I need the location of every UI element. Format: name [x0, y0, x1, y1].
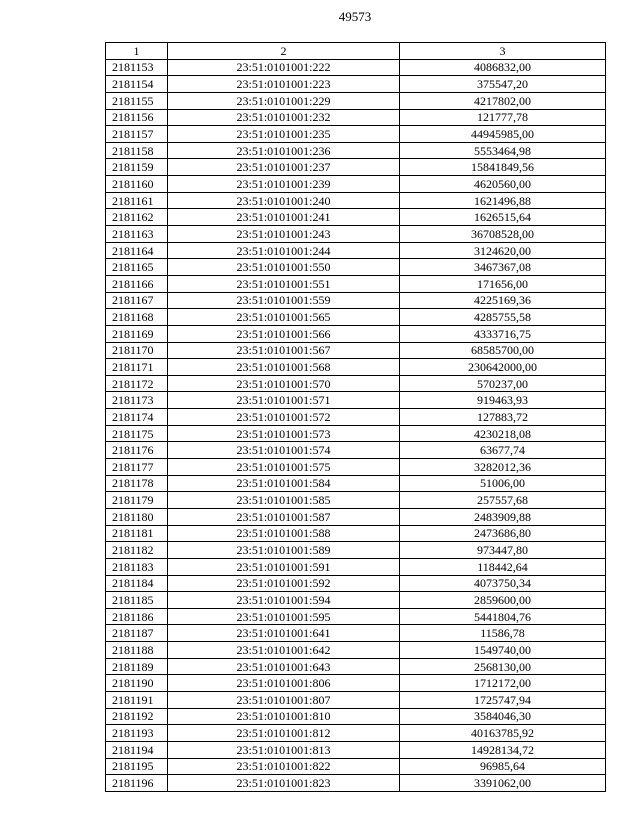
value-cell: 3282012,36: [400, 459, 606, 476]
table-row: [106, 342, 606, 359]
row-number-cell: 2181163: [106, 226, 168, 243]
cadastral-number-cell: 23:51:0101001:572: [168, 409, 400, 426]
row-number-cell: 2181169: [106, 325, 168, 342]
value-cell: 15841849,56: [400, 159, 606, 176]
value-cell: 40163785,92: [400, 725, 606, 742]
header-row: [106, 43, 606, 60]
row-number-cell: 2181176: [106, 442, 168, 459]
table-row: [106, 142, 606, 159]
table-row: [106, 708, 606, 725]
value-cell: 3467367,08: [400, 259, 606, 276]
cadastral-number-cell: 23:51:0101001:573: [168, 425, 400, 442]
table-row: [106, 475, 606, 492]
table-row: [106, 109, 606, 126]
cadastral-number-cell: 23:51:0101001:567: [168, 342, 400, 359]
row-number-cell: 2181175: [106, 425, 168, 442]
value-cell: 4073750,34: [400, 575, 606, 592]
row-number-cell: 2181162: [106, 209, 168, 226]
cadastral-number-cell: 23:51:0101001:642: [168, 642, 400, 659]
table-row: [106, 226, 606, 243]
row-number-cell: 2181181: [106, 525, 168, 542]
value-cell: 4086832,00: [400, 59, 606, 76]
value-cell: 63677,74: [400, 442, 606, 459]
table-row: [106, 459, 606, 476]
table-row: [106, 725, 606, 742]
value-cell: 51006,00: [400, 475, 606, 492]
cadastral-number-cell: 23:51:0101001:588: [168, 525, 400, 542]
table-row: [106, 425, 606, 442]
value-cell: 1626515,64: [400, 209, 606, 226]
cadastral-number-cell: 23:51:0101001:236: [168, 142, 400, 159]
table-row: [106, 59, 606, 76]
value-cell: 973447,80: [400, 542, 606, 559]
cadastral-number-cell: 23:51:0101001:237: [168, 159, 400, 176]
cadastral-number-cell: 23:51:0101001:229: [168, 92, 400, 109]
cadastral-number-cell: 23:51:0101001:806: [168, 675, 400, 692]
cadastral-number-cell: 23:51:0101001:232: [168, 109, 400, 126]
row-number-cell: 2181153: [106, 59, 168, 76]
value-cell: 121777,78: [400, 109, 606, 126]
row-number-cell: 2181159: [106, 159, 168, 176]
cadastral-number-cell: 23:51:0101001:239: [168, 176, 400, 193]
table-row: [106, 675, 606, 692]
cadastral-number-cell: 23:51:0101001:570: [168, 375, 400, 392]
row-number-cell: 2181155: [106, 92, 168, 109]
value-cell: 4230218,08: [400, 425, 606, 442]
cadastral-number-cell: 23:51:0101001:571: [168, 392, 400, 409]
table-row: [106, 76, 606, 93]
table-row: [106, 275, 606, 292]
cadastral-number-cell: 23:51:0101001:235: [168, 126, 400, 143]
row-number-cell: 2181188: [106, 642, 168, 659]
value-cell: 14928134,72: [400, 741, 606, 758]
row-number-cell: 2181174: [106, 409, 168, 426]
value-cell: 1549740,00: [400, 642, 606, 659]
cadastral-number-cell: 23:51:0101001:550: [168, 259, 400, 276]
row-number-cell: 2181173: [106, 392, 168, 409]
cadastral-number-cell: 23:51:0101001:641: [168, 625, 400, 642]
cadastral-number-cell: 23:51:0101001:589: [168, 542, 400, 559]
row-number-cell: 2181164: [106, 242, 168, 259]
row-number-cell: 2181160: [106, 176, 168, 193]
registry-table: [105, 42, 606, 792]
cadastral-number-cell: 23:51:0101001:551: [168, 275, 400, 292]
value-cell: 257557,68: [400, 492, 606, 509]
value-cell: 2568130,00: [400, 658, 606, 675]
value-cell: 36708528,00: [400, 226, 606, 243]
row-number-cell: 2181171: [106, 359, 168, 376]
row-number-cell: 2181195: [106, 758, 168, 775]
table-row: [106, 309, 606, 326]
table-row: [106, 642, 606, 659]
cadastral-number-cell: 23:51:0101001:587: [168, 508, 400, 525]
value-cell: 4620560,00: [400, 176, 606, 193]
table-row: [106, 575, 606, 592]
value-cell: 1621496,88: [400, 192, 606, 209]
table-row: [106, 775, 606, 792]
cadastral-number-cell: 23:51:0101001:595: [168, 608, 400, 625]
table-row: [106, 375, 606, 392]
table-row: [106, 409, 606, 426]
value-cell: 4225169,36: [400, 292, 606, 309]
row-number-cell: 2181166: [106, 275, 168, 292]
row-number-cell: 2181183: [106, 558, 168, 575]
value-cell: 2859600,00: [400, 592, 606, 609]
value-cell: 127883,72: [400, 409, 606, 426]
table-row: [106, 525, 606, 542]
registry-table-body: [106, 43, 606, 792]
column-header-1: 1: [106, 43, 168, 60]
value-cell: 230642000,00: [400, 359, 606, 376]
cadastral-number-cell: 23:51:0101001:565: [168, 309, 400, 326]
cadastral-number-cell: 23:51:0101001:810: [168, 708, 400, 725]
value-cell: 2473686,80: [400, 525, 606, 542]
value-cell: 5441804,76: [400, 608, 606, 625]
cadastral-number-cell: 23:51:0101001:568: [168, 359, 400, 376]
value-cell: 44945985,00: [400, 126, 606, 143]
row-number-cell: 2181184: [106, 575, 168, 592]
row-number-cell: 2181180: [106, 508, 168, 525]
cadastral-number-cell: 23:51:0101001:559: [168, 292, 400, 309]
table-row: [106, 592, 606, 609]
table-row: [106, 126, 606, 143]
table-row: [106, 242, 606, 259]
table-row: [106, 325, 606, 342]
value-cell: 118442,64: [400, 558, 606, 575]
cadastral-number-cell: 23:51:0101001:223: [168, 76, 400, 93]
table-row: [106, 192, 606, 209]
value-cell: 375547,20: [400, 76, 606, 93]
cadastral-number-cell: 23:51:0101001:822: [168, 758, 400, 775]
table-row: [106, 159, 606, 176]
row-number-cell: 2181186: [106, 608, 168, 625]
row-number-cell: 2181196: [106, 775, 168, 792]
row-number-cell: 2181187: [106, 625, 168, 642]
value-cell: 96985,64: [400, 758, 606, 775]
row-number-cell: 2181168: [106, 309, 168, 326]
cadastral-number-cell: 23:51:0101001:574: [168, 442, 400, 459]
row-number-cell: 2181193: [106, 725, 168, 742]
value-cell: 2483909,88: [400, 508, 606, 525]
column-header-3: 3: [400, 43, 606, 60]
value-cell: 11586,78: [400, 625, 606, 642]
row-number-cell: 2181185: [106, 592, 168, 609]
table-row: [106, 608, 606, 625]
row-number-cell: 2181190: [106, 675, 168, 692]
cadastral-number-cell: 23:51:0101001:591: [168, 558, 400, 575]
table-row: [106, 292, 606, 309]
table-row: [106, 209, 606, 226]
row-number-cell: 2181161: [106, 192, 168, 209]
table-row: [106, 442, 606, 459]
cadastral-number-cell: 23:51:0101001:575: [168, 459, 400, 476]
table-row: [106, 392, 606, 409]
cadastral-number-cell: 23:51:0101001:585: [168, 492, 400, 509]
value-cell: 3391062,00: [400, 775, 606, 792]
cadastral-number-cell: 23:51:0101001:807: [168, 691, 400, 708]
row-number-cell: 2181157: [106, 126, 168, 143]
row-number-cell: 2181178: [106, 475, 168, 492]
row-number-cell: 2181156: [106, 109, 168, 126]
cadastral-number-cell: 23:51:0101001:813: [168, 741, 400, 758]
table-row: [106, 758, 606, 775]
cadastral-number-cell: 23:51:0101001:594: [168, 592, 400, 609]
table-row: [106, 176, 606, 193]
column-header-2: 2: [168, 43, 400, 60]
value-cell: 570237,00: [400, 375, 606, 392]
value-cell: 3584046,30: [400, 708, 606, 725]
row-number-cell: 2181179: [106, 492, 168, 509]
cadastral-number-cell: 23:51:0101001:643: [168, 658, 400, 675]
value-cell: 171656,00: [400, 275, 606, 292]
cadastral-number-cell: 23:51:0101001:243: [168, 226, 400, 243]
table-row: [106, 625, 606, 642]
table-row: [106, 492, 606, 509]
table-row: [106, 359, 606, 376]
cadastral-number-cell: 23:51:0101001:584: [168, 475, 400, 492]
table-row: [106, 658, 606, 675]
value-cell: 5553464,98: [400, 142, 606, 159]
row-number-cell: 2181154: [106, 76, 168, 93]
row-number-cell: 2181182: [106, 542, 168, 559]
row-number-cell: 2181167: [106, 292, 168, 309]
table-row: [106, 558, 606, 575]
value-cell: 4333716,75: [400, 325, 606, 342]
table-row: [106, 92, 606, 109]
table-row: [106, 741, 606, 758]
row-number-cell: 2181158: [106, 142, 168, 159]
cadastral-number-cell: 23:51:0101001:592: [168, 575, 400, 592]
row-number-cell: 2181165: [106, 259, 168, 276]
table-row: [106, 508, 606, 525]
row-number-cell: 2181170: [106, 342, 168, 359]
cadastral-number-cell: 23:51:0101001:240: [168, 192, 400, 209]
row-number-cell: 2181192: [106, 708, 168, 725]
table-row: [106, 259, 606, 276]
value-cell: 1712172,00: [400, 675, 606, 692]
cadastral-number-cell: 23:51:0101001:222: [168, 59, 400, 76]
value-cell: 68585700,00: [400, 342, 606, 359]
table-row: [106, 691, 606, 708]
row-number-cell: 2181194: [106, 741, 168, 758]
page-number: 49573: [338, 9, 372, 24]
row-number-cell: 2181172: [106, 375, 168, 392]
value-cell: 919463,93: [400, 392, 606, 409]
value-cell: 4217802,00: [400, 92, 606, 109]
value-cell: 1725747,94: [400, 691, 606, 708]
row-number-cell: 2181189: [106, 658, 168, 675]
cadastral-number-cell: 23:51:0101001:812: [168, 725, 400, 742]
row-number-cell: 2181177: [106, 459, 168, 476]
cadastral-number-cell: 23:51:0101001:241: [168, 209, 400, 226]
cadastral-number-cell: 23:51:0101001:823: [168, 775, 400, 792]
row-number-cell: 2181191: [106, 691, 168, 708]
cadastral-number-cell: 23:51:0101001:244: [168, 242, 400, 259]
value-cell: 4285755,58: [400, 309, 606, 326]
table-row: [106, 542, 606, 559]
value-cell: 3124620,00: [400, 242, 606, 259]
cadastral-number-cell: 23:51:0101001:566: [168, 325, 400, 342]
